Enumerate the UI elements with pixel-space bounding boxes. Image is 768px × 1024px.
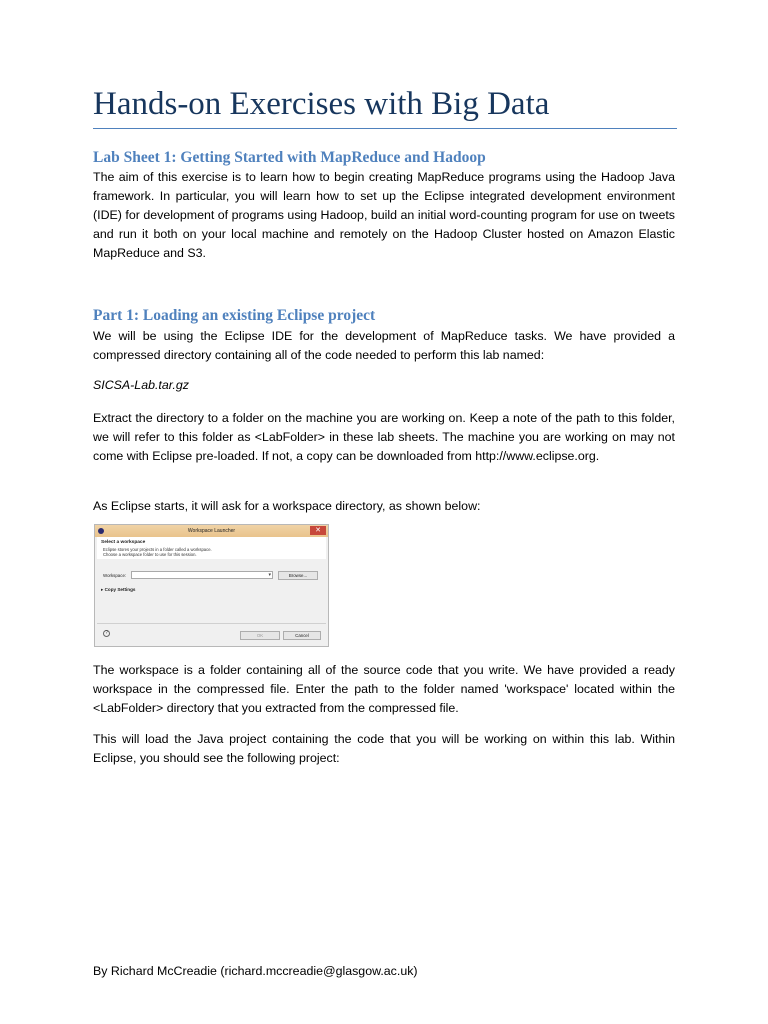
cancel-button[interactable]: Cancel bbox=[283, 631, 321, 640]
dialog-description-1: Eclipse stores your projects in a folder called a workspace. bbox=[103, 547, 212, 552]
help-icon[interactable]: ? bbox=[103, 630, 110, 637]
dialog-header bbox=[97, 537, 326, 559]
dialog-description-2: Choose a workspace folder to use for this session. bbox=[103, 552, 197, 557]
part1-filename: SICSA-Lab.tar.gz bbox=[93, 378, 189, 392]
close-icon[interactable]: ✕ bbox=[310, 526, 326, 535]
dialog-title: Workspace Launcher bbox=[187, 528, 236, 534]
workspace-label: Workspace: bbox=[103, 573, 127, 578]
author-footer: By Richard McCreadie (richard.mccreadie@glasgow.ac.uk) bbox=[93, 964, 418, 978]
part1-paragraph-1: We will be using the Eclipse IDE for the development of MapReduce tasks. We have provided a compressed directory containing all of the code needed to perform this lab named: bbox=[93, 329, 675, 362]
dialog-titlebar bbox=[95, 525, 328, 537]
part1-paragraph-2: Extract the directory to a folder on the machine you are working on. Keep a note of the path to this folder, we will refer to this folder as <LabFolder> in these lab sheets. The machine you are working on may not come with Eclipse pre-loaded. If not, a copy can be downloaded from http://www.eclipse.org. bbox=[93, 411, 675, 463]
part1-heading: Part 1: Loading an existing Eclipse project bbox=[93, 307, 376, 324]
part1-paragraph-3: As Eclipse starts, it will ask for a workspace directory, as shown below: bbox=[93, 499, 481, 513]
chevron-down-icon[interactable]: ▾ bbox=[268, 572, 271, 578]
workspace-input[interactable] bbox=[131, 571, 273, 579]
lab-sheet-intro: The aim of this exercise is to learn how to begin creating MapReduce programs using the Hadoop Java framework. In particular, you will learn how to set up the Eclipse integrated development environment (IDE) for development of programs using Hadoop, build an initial word-counting program for use on tweets and run it both on your local machine and remotely on the Hadoop Cluster hosted on Amazon Elastic MapReduce and S3. bbox=[93, 170, 675, 260]
browse-button[interactable]: Browse... bbox=[278, 571, 318, 580]
lab-sheet-heading: Lab Sheet 1: Getting Started with MapReduce and Hadoop bbox=[93, 149, 486, 166]
ok-button[interactable]: OK bbox=[240, 631, 280, 640]
workspace-launcher-dialog bbox=[94, 524, 329, 647]
dialog-separator bbox=[97, 623, 326, 624]
copy-settings-toggle[interactable]: ▸ Copy Settings bbox=[101, 587, 136, 592]
part1-paragraph-4: The workspace is a folder containing all of the source code that you write. We have provided a ready workspace in the compressed file. Enter the path to the folder named 'workspace' located within the <LabFolder> directory that you extracted from the compressed file. bbox=[93, 663, 675, 715]
part1-paragraph-5: This will load the Java project containing the code that you will be working on within this lab. Within Eclipse, you should see the following project: bbox=[93, 732, 675, 765]
title-divider bbox=[93, 128, 677, 129]
dialog-heading: Select a workspace bbox=[101, 540, 146, 545]
document-title: Hands-on Exercises with Big Data bbox=[93, 86, 550, 122]
